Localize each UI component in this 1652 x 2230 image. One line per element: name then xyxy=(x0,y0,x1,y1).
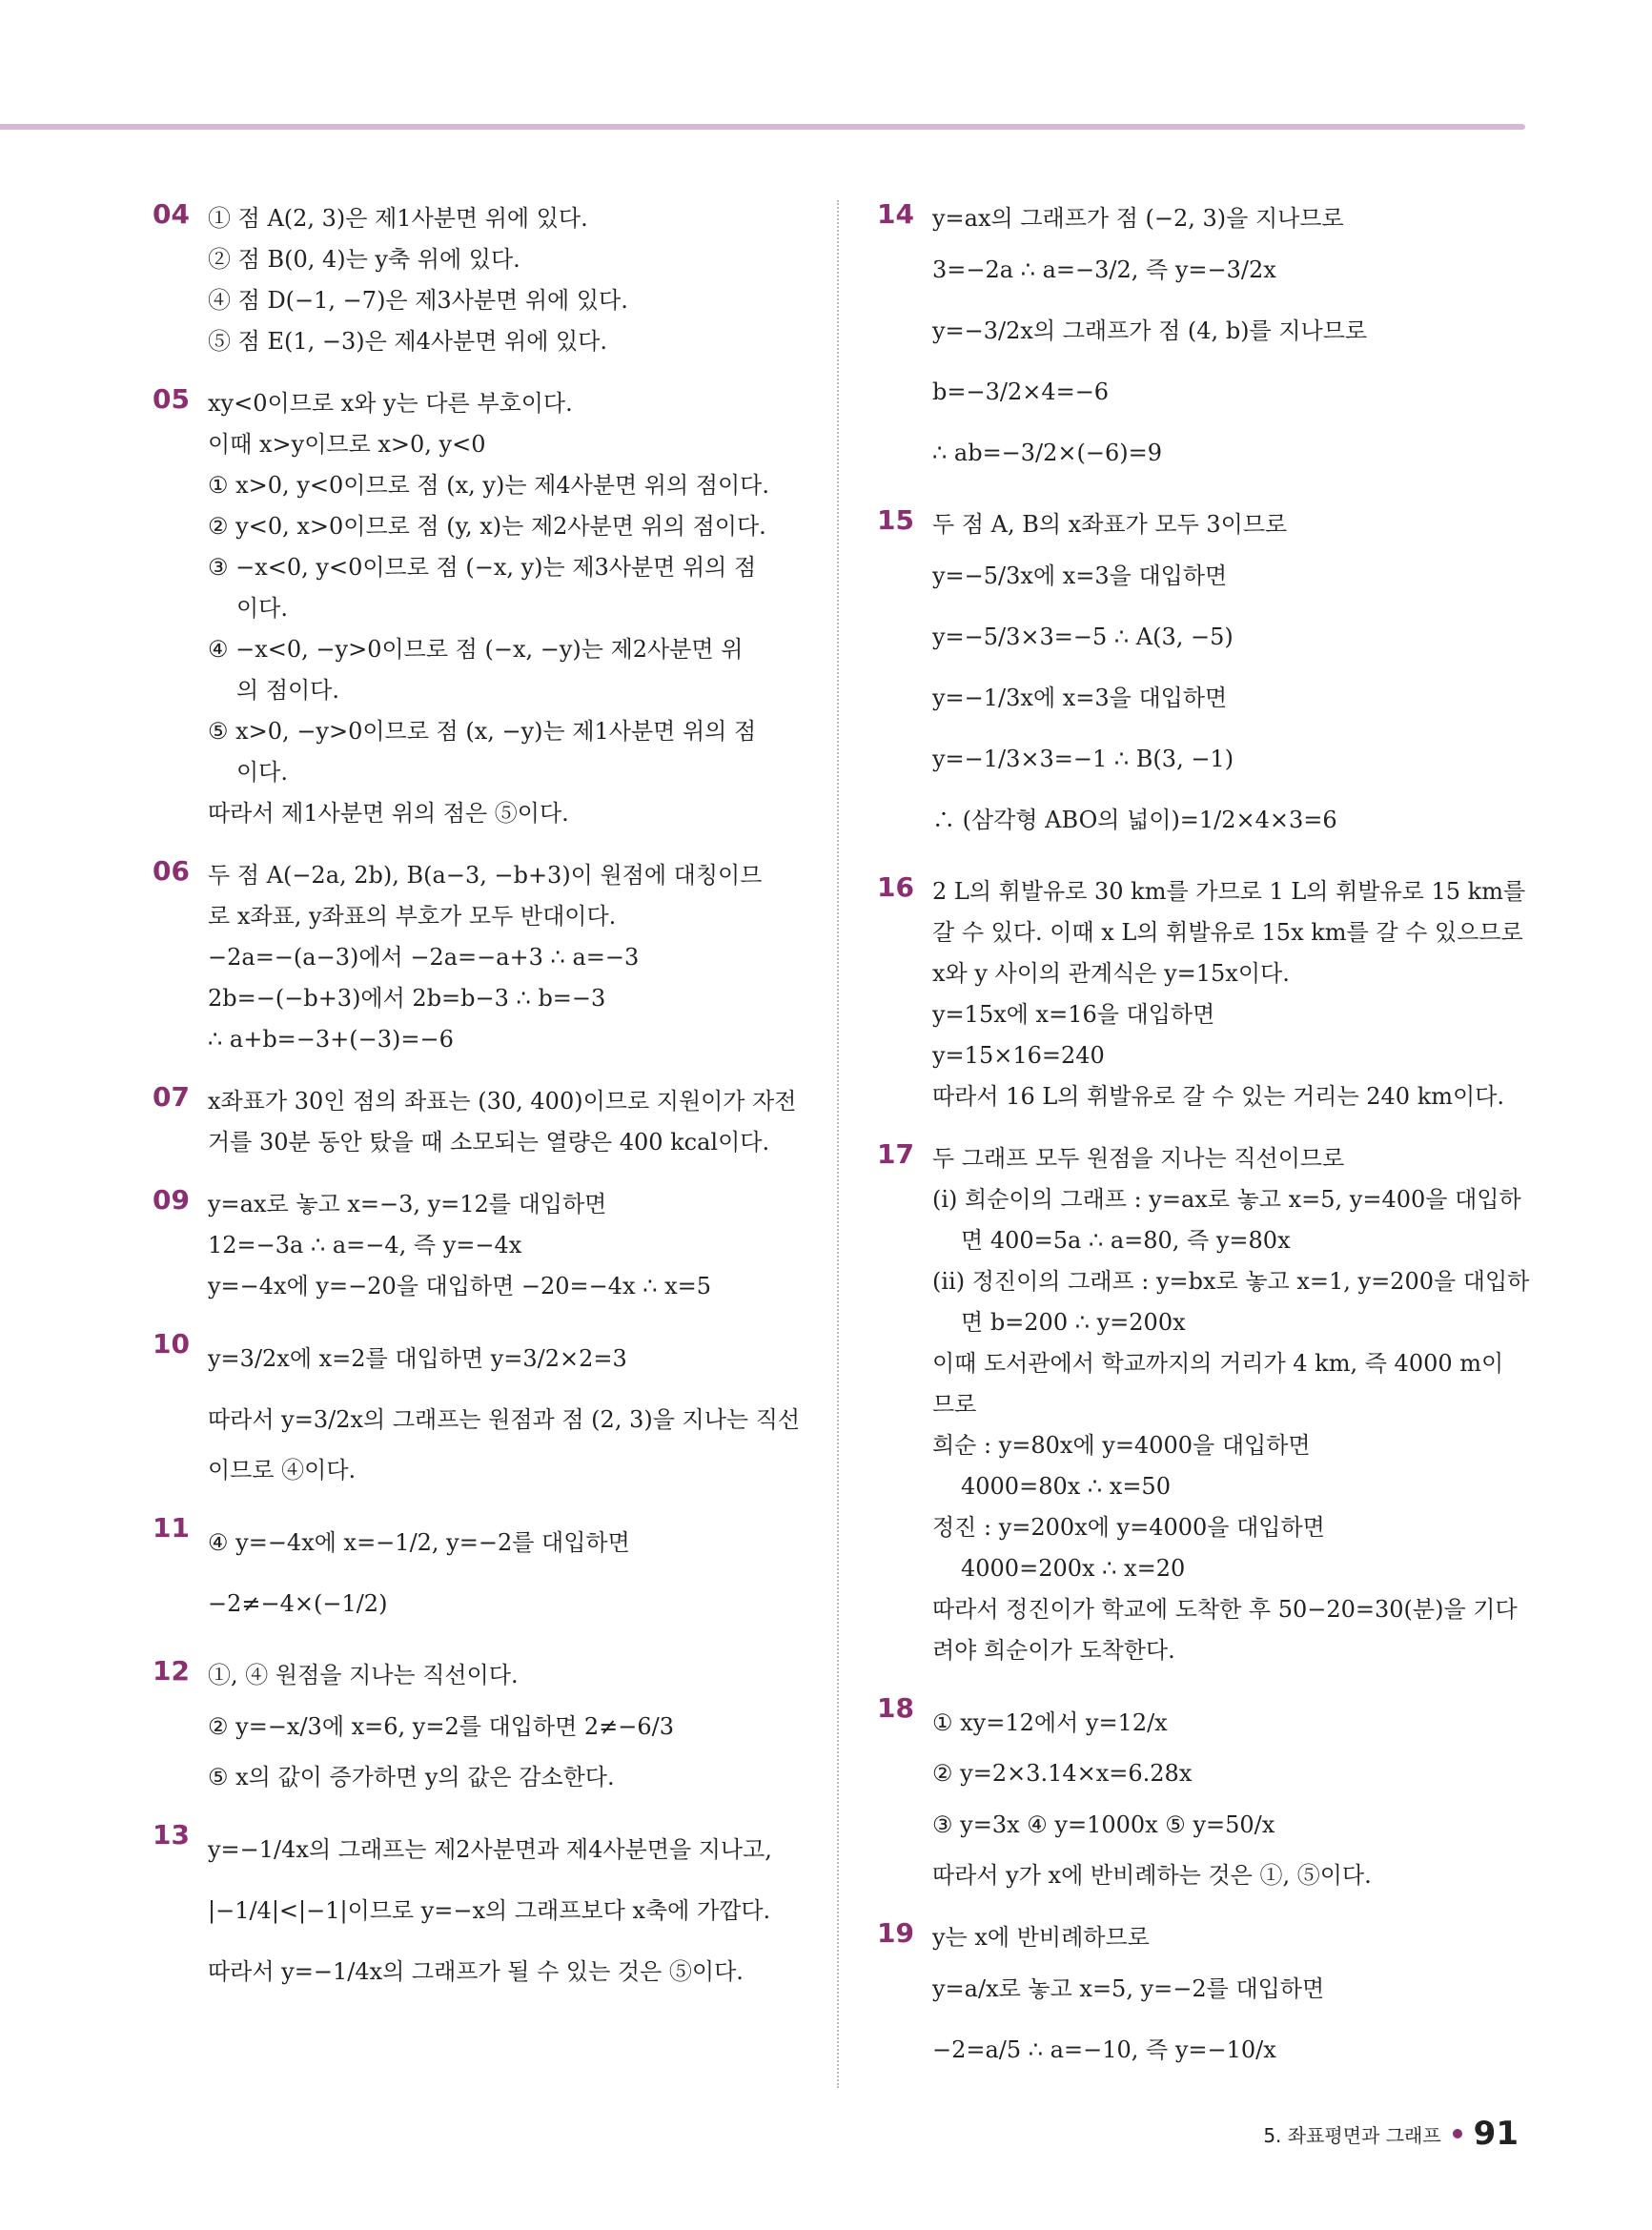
problem-04 xyxy=(153,198,810,362)
solution-line: b=−3/2×4=−6 xyxy=(932,378,1110,405)
solution-line: ⑤ x의 값이 증가하면 y의 값은 감소한다. xyxy=(208,1764,615,1790)
solution-line: ∴ (삼각형 ABO의 넓이)=1/2×4×3=6 xyxy=(932,807,1337,833)
solution-line: 의 점이다. xyxy=(236,677,339,704)
solution-line: y=ax로 놓고 x=−3, y=12를 대입하면 xyxy=(208,1191,607,1217)
solution-line: y=15x에 x=16을 대입하면 xyxy=(932,1001,1215,1028)
footer-dot xyxy=(1453,2129,1462,2138)
problem-number: 19 xyxy=(877,1917,914,1949)
solution-line: 따라서 16 L의 휘발유로 갈 수 있는 거리는 240 km이다. xyxy=(932,1083,1505,1110)
solution-line: ② y=2×3.14×x=6.28x xyxy=(932,1760,1193,1787)
solution-line: −2=a/5 ∴ a=−10, 즉 y=−10/x xyxy=(932,2036,1276,2063)
solution-body xyxy=(153,1655,810,1798)
solution-line: (ⅱ) 정진이의 그래프 : y=bx로 놓고 x=1, y=200을 대입하 xyxy=(932,1268,1530,1295)
problem-number: 16 xyxy=(877,871,914,903)
solution-line: 거를 30분 동안 탔을 때 소모되는 열량은 400 kcal이다. xyxy=(208,1129,770,1156)
solution-line: ① x>0, y<0이므로 점 (x, y)는 제4사분면 위의 점이다. xyxy=(208,472,769,499)
solution-line: ③ −x<0, y<0이므로 점 (−x, y)는 제3사분면 위의 점 xyxy=(208,554,757,581)
chapter-title: 5. 좌표평면과 그래프 xyxy=(1263,2123,1441,2147)
solution-line: 므로 xyxy=(932,1391,977,1418)
problem-number: 17 xyxy=(877,1138,914,1170)
solution-line: ∴ ab=−3/2×(−6)=9 xyxy=(932,440,1163,466)
problem-number: 07 xyxy=(153,1081,190,1113)
solution-body xyxy=(153,1328,810,1491)
solution-line: 정진 : y=200x에 y=4000을 대입하면 xyxy=(932,1514,1325,1541)
problem-11 xyxy=(153,1512,810,1634)
solution-body xyxy=(877,1917,1525,2080)
solution-line: ④ y=−4x에 x=−1/2, y=−2를 대입하면 xyxy=(208,1529,630,1556)
solution-line: 2b=−(−b+3)에서 2b=b−3 ∴ b=−3 xyxy=(208,985,606,1012)
solution-line: y=15×16=240 xyxy=(932,1042,1105,1069)
solution-line: 2 L의 휘발유로 30 km를 가므로 1 L의 휘발유로 15 km를 xyxy=(932,878,1526,905)
problem-09 xyxy=(153,1184,810,1307)
solution-line: 12=−3a ∴ a=−4, 즉 y=−4x xyxy=(208,1232,522,1258)
solution-line: −2a=−(a−3)에서 −2a=−a+3 ∴ a=−3 xyxy=(208,944,640,971)
problem-number: 15 xyxy=(877,504,914,536)
solution-line: ④ −x<0, −y>0이므로 점 (−x, −y)는 제2사분면 위 xyxy=(208,636,744,663)
solution-line: y=a/x로 놓고 x=5, y=−2를 대입하면 xyxy=(932,1975,1325,2002)
solution-line: 4000=200x ∴ x=20 xyxy=(961,1555,1186,1582)
solution-line: y는 x에 반비례하므로 xyxy=(932,1924,1150,1951)
problem-06 xyxy=(153,855,810,1060)
problem-10 xyxy=(153,1328,810,1491)
solution-line: ③ y=3x ④ y=1000x ⑤ y=50/x xyxy=(932,1811,1275,1838)
solution-line: y=−4x에 y=−20을 대입하면 −20=−4x ∴ x=5 xyxy=(208,1273,712,1299)
solution-line: y=−1/3x에 x=3을 대입하면 xyxy=(932,685,1228,711)
solution-line: y=−3/2x의 그래프가 점 (4, b)를 지나므로 xyxy=(932,317,1368,344)
problem-number: 06 xyxy=(153,855,190,887)
solution-line: 갈 수 있다. 이때 x L의 휘발유로 15x km를 갈 수 있으므로 xyxy=(932,919,1523,946)
solution-line: 따라서 정진이가 학교에 도착한 후 50−20=30(분)을 기다 xyxy=(932,1596,1518,1623)
problem-17 xyxy=(877,1138,1530,1671)
solution-line: |−1/4|<|−1|이므로 y=−x의 그래프보다 x축에 가깝다. xyxy=(208,1897,771,1924)
solution-line: ⑤ x>0, −y>0이므로 점 (x, −y)는 제1사분면 위의 점 xyxy=(208,718,757,745)
problem-12 xyxy=(153,1655,810,1798)
problem-number: 04 xyxy=(153,198,190,230)
solution-line: 따라서 y가 x에 반비례하는 것은 ①, ⑤이다. xyxy=(932,1862,1372,1889)
solution-line: 로 x좌표, y좌표의 부호가 모두 반대이다. xyxy=(208,903,617,930)
solution-body xyxy=(153,198,810,362)
solution-line: ① xy=12에서 y=12/x xyxy=(932,1709,1168,1736)
problem-number: 11 xyxy=(153,1512,190,1544)
page-footer xyxy=(1263,2115,1519,2153)
solution-line: 4000=80x ∴ x=50 xyxy=(961,1473,1171,1500)
problem-18 xyxy=(877,1692,1525,1896)
left-column xyxy=(153,198,810,2023)
solution-line: y=3/2x에 x=2를 대입하면 y=3/2×2=3 xyxy=(208,1345,627,1372)
solution-line: 3=−2a ∴ a=−3/2, 즉 y=−3/2x xyxy=(932,256,1276,283)
solution-body xyxy=(877,198,1525,483)
solution-body xyxy=(153,1081,810,1163)
problem-19 xyxy=(877,1917,1525,2080)
solution-line: ①, ④ 원점을 지나는 직선이다. xyxy=(208,1662,519,1688)
problem-number: 14 xyxy=(877,198,914,230)
solution-line: 면 b=200 ∴ y=200x xyxy=(961,1309,1186,1336)
solution-line: xy<0이므로 x와 y는 다른 부호이다. xyxy=(208,390,573,417)
solution-body xyxy=(877,871,1525,1117)
problem-14 xyxy=(877,198,1525,483)
problem-16 xyxy=(877,871,1525,1117)
solution-line: (ⅰ) 희순이의 그래프 : y=ax로 놓고 x=5, y=400을 대입하 xyxy=(932,1186,1521,1213)
solution-body xyxy=(153,1184,810,1307)
solution-line: 려야 희순이가 도착한다. xyxy=(932,1637,1175,1664)
solution-line: ② y<0, x>0이므로 점 (y, x)는 제2사분면 위의 점이다. xyxy=(208,513,766,540)
solution-line: 이다. xyxy=(236,759,288,786)
solution-line: 면 400=5a ∴ a=80, 즉 y=80x xyxy=(961,1227,1291,1254)
solution-line: 이다. xyxy=(236,595,288,622)
problem-05 xyxy=(153,383,810,834)
solution-body xyxy=(877,504,1525,850)
solution-line: 이므로 ④이다. xyxy=(208,1457,357,1483)
problem-13 xyxy=(153,1819,810,2002)
right-column xyxy=(877,198,1530,2101)
problem-15 xyxy=(877,504,1525,850)
solution-line: y=ax의 그래프가 점 (−2, 3)을 지나므로 xyxy=(932,205,1344,232)
solution-line: 따라서 y=3/2x의 그래프는 원점과 점 (2, 3)을 지나는 직선 xyxy=(208,1406,801,1433)
solution-line: x좌표가 30인 점의 좌표는 (30, 400)이므로 지원이가 자전 xyxy=(208,1088,797,1115)
solution-body xyxy=(153,1512,810,1634)
problem-number: 09 xyxy=(153,1184,190,1216)
problem-number: 10 xyxy=(153,1328,190,1360)
solution-line: ② y=−x/3에 x=6, y=2를 대입하면 2≠−6/3 xyxy=(208,1713,675,1740)
solution-line: y=−5/3×3=−5 ∴ A(3, −5) xyxy=(932,624,1234,650)
solution-line: ⑤ 점 E(1, −3)은 제4사분면 위에 있다. xyxy=(208,328,608,355)
solution-line: ① 점 A(2, 3)은 제1사분면 위에 있다. xyxy=(208,205,588,232)
solution-line: 이때 x>y이므로 x>0, y<0 xyxy=(208,431,486,458)
solution-line: 희순 : y=80x에 y=4000을 대입하면 xyxy=(932,1432,1311,1459)
column-divider xyxy=(837,200,839,2088)
top-rule xyxy=(0,124,1525,130)
solution-line: −2≠−4×(−1/2) xyxy=(208,1590,388,1617)
solution-line: y=−1/4x의 그래프는 제2사분면과 제4사분면을 지나고, xyxy=(208,1836,772,1863)
solution-line: ④ 점 D(−1, −7)은 제3사분면 위에 있다. xyxy=(208,287,628,314)
solution-line: 따라서 y=−1/4x의 그래프가 될 수 있는 것은 ⑤이다. xyxy=(208,1958,744,1985)
solution-line: y=−1/3×3=−1 ∴ B(3, −1) xyxy=(932,746,1234,772)
page-number: 91 xyxy=(1473,2115,1519,2153)
solution-line: 이때 도서관에서 학교까지의 거리가 4 km, 즉 4000 m이 xyxy=(932,1350,1504,1377)
solution-line: ∴ a+b=−3+(−3)=−6 xyxy=(208,1026,454,1053)
solution-line: 두 그래프 모두 원점을 지나는 직선이므로 xyxy=(932,1145,1345,1172)
problem-number: 18 xyxy=(877,1692,914,1724)
problem-07 xyxy=(153,1081,810,1163)
problem-number: 05 xyxy=(153,383,190,415)
problem-number: 12 xyxy=(153,1655,190,1687)
problem-number: 13 xyxy=(153,1819,190,1851)
solution-line: 두 점 A, B의 x좌표가 모두 3이므로 xyxy=(932,511,1288,538)
solution-line: ② 점 B(0, 4)는 y축 위에 있다. xyxy=(208,246,520,273)
solution-body xyxy=(153,1819,810,2002)
solution-line: y=−5/3x에 x=3을 대입하면 xyxy=(932,563,1228,589)
solution-line: 두 점 A(−2a, 2b), B(a−3, −b+3)이 원점에 대칭이므 xyxy=(208,862,763,889)
solution-body xyxy=(877,1138,1530,1671)
solution-body xyxy=(877,1692,1525,1896)
solution-body xyxy=(153,855,810,1060)
solution-line: x와 y 사이의 관계식은 y=15x이다. xyxy=(932,960,1290,987)
solution-line: 따라서 제1사분면 위의 점은 ⑤이다. xyxy=(208,800,569,827)
solution-body xyxy=(153,383,810,834)
